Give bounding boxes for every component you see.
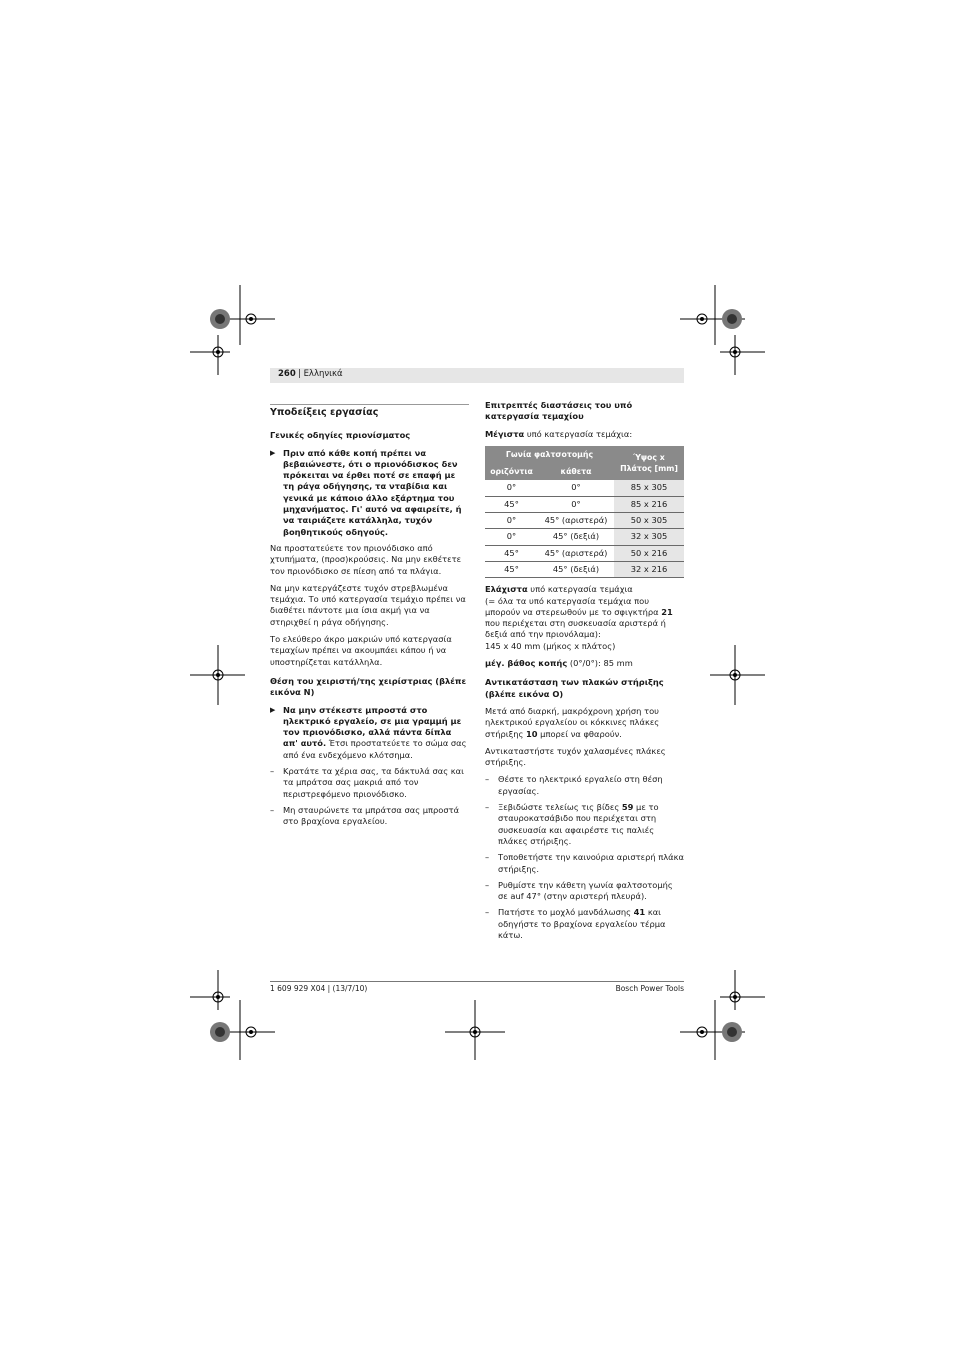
table-row: 0° 0° 85 x 305	[485, 480, 684, 496]
table-header-dim: Ύψος x Πλάτος [mm]	[614, 446, 684, 481]
section-title: Υποδείξεις εργασίας	[270, 404, 469, 422]
right-column	[485, 400, 684, 946]
paragraph: Το ελεύθερο άκρο μακριών υπό κατεργασία τεμαχίων πρέπει να ακουμπάει κάπου ή να υποστηρίζεται κατάλληλα.	[270, 634, 452, 667]
paragraph: Να μην κατεργάζεστε τυχόν στρεβλωμένα τεμάχια. Το υπό κατεργασία τεμάχιο πρέπει να διαθέτει πάντοτε μια ίσια ακμή για να στηριχθεί η ράγα οδήγησης.	[270, 582, 466, 627]
min-label: Ελάχιστα υπό κατεργασία τεμάχια	[485, 584, 633, 595]
dimensions-table	[485, 446, 684, 578]
registration-mark-bottom-right	[680, 970, 770, 1060]
language-label: | Ελληνικά	[298, 369, 343, 379]
min-size: 145 x 40 mm (μήκος x πλάτος)	[485, 640, 616, 651]
dash-item: – Ξεβιδώστε τελείως τις βίδες 59 με το σταυροκατσάβιδο που περιέχεται στη συσκευασία και αφαιρέστε τις παλιές πλάκες στήριξης.	[485, 802, 659, 846]
registration-mark-top-right	[680, 285, 770, 375]
dash-item: – Κρατάτε τα χέρια σας, τα δάκτυλά σας και τα μπράτσα σας μακριά από τον περιστρεφόμενο πριονόδισκο.	[270, 766, 464, 799]
table-row: 0° 45° (αριστερά) 50 x 305	[485, 513, 684, 529]
table-row: 45° 0° 85 x 216	[485, 496, 684, 512]
registration-mark-mid-left	[185, 630, 275, 720]
paragraph: Να προστατεύετε τον πριονόδισκο από χτυπήματα, (προσ)κρούσεις. Να μην εκθέτετε τον πριονόδισκο σε πίεση από τα πλάγια.	[270, 542, 462, 576]
dash-item: – Θέστε το ηλεκτρικό εργαλείο στη θέση εργασίας.	[485, 774, 663, 796]
footer-doc-number: 1 609 929 X04 | (13/7/10)	[270, 984, 368, 993]
paragraph: Μετά από διαρκή, μακρόχρονη χρήση του ηλεκτρικού εργαλείου οι κόκκινες πλάκες στήριξης 10 μπορεί να φθαρούν.	[485, 705, 660, 739]
dash-item: – Πατήστε το μοχλό μανδάλωσης 41 και οδηγήστε το βραχίονα εργαλείου τέρμα κάτω.	[485, 907, 666, 940]
subheading-dimensions: Επιτρεπτές διαστάσεις του υπό κατεργασία τεμαχίου	[485, 400, 633, 422]
page-number: 260	[278, 369, 296, 379]
dash-item: – Τοποθετήστε την καινούρια αριστερή πλάκα στήριξης.	[485, 852, 684, 874]
warning-bullet: ▶ Να μην στέκεστε μπροστά στο ηλεκτρικό εργαλείο, σε μια γραμμή με τον πριονόδισκο, αλλά πάντα δίπλα απ' αυτό. Έτσι προστατεύετε το σώμα σας από ένα ενδεχόμενο κλότσημα.	[270, 704, 467, 760]
table-header-angle: Γωνία φαλτσοτομής	[485, 446, 614, 463]
registration-mark-bottom-left	[185, 970, 275, 1060]
min-description: (= όλα τα υπό κατεργασία τεμάχια που μπορούν να στερεωθούν με το σφιγκτήρα 21 που περιέχεται στη συσκευασία αριστερά ή δεξιά από την πριονόλαμα):	[485, 595, 673, 640]
left-column	[270, 404, 469, 833]
arrow-icon: ▶	[270, 705, 276, 714]
subheading-replacement: Αντικατάσταση των πλακών στήριξης (βλέπε εικόνα O)	[485, 677, 664, 699]
dash-item: – Ρυθμίστε την κάθετη γωνία φαλτσοτομής σε auf 47° (στην αριστερή πλευρά).	[485, 879, 673, 902]
table-row: 45° 45° (αριστερά) 50 x 216	[485, 545, 684, 561]
arrow-icon: ▶	[270, 448, 276, 457]
table-row: 0° 45° (δεξιά) 32 x 305	[485, 529, 684, 545]
subheading-sawing: Γενικές οδηγίες πριονίσματος	[270, 430, 411, 441]
max-label: Μέγιστα υπό κατεργασία τεμάχια:	[485, 428, 633, 439]
footer-divider	[270, 981, 684, 982]
footer-brand: Bosch Power Tools	[615, 984, 684, 993]
warning-bullet: ▶ Πριν από κάθε κοπή πρέπει να βεβαιώνεστε, ότι ο πριονόδισκος δεν πρόκειται να έρθει ποτέ σε επαφή με τη ράγα οδήγησης, τα νταβίδια και γενικά με κάποιο άλλο εξάρτημα του μηχανήματος. Γι' αυτό να αφαιρείτε, ή να ταιριάζετε κατάλληλα, τυχόν βοηθητικούς οδηγούς.	[270, 447, 462, 537]
table-header-vertical: κάθετα	[538, 463, 614, 480]
dash-item: – Μη σταυρώνετε τα μπράτσα σας μπροστά στο βραχίονα εργαλείου.	[270, 804, 460, 827]
table-header-horizontal: οριζόντια	[485, 463, 538, 480]
subheading-position: Θέση του χειριστή/της χειρίστριας (βλέπε εικόνα N)	[270, 675, 467, 698]
max-depth: μέγ. βάθος κοπής (0°/0°): 85 mm	[485, 658, 633, 669]
page-header	[270, 368, 684, 383]
registration-mark-mid-right	[680, 630, 770, 720]
paragraph: Αντικαταστήστε τυχόν χαλασμένες πλάκες στήριξης.	[485, 745, 666, 768]
registration-mark-top-left	[185, 285, 275, 375]
registration-mark-bottom-center	[430, 1000, 520, 1090]
table-row: 45° 45° (δεξιά) 32 x 216	[485, 561, 684, 577]
